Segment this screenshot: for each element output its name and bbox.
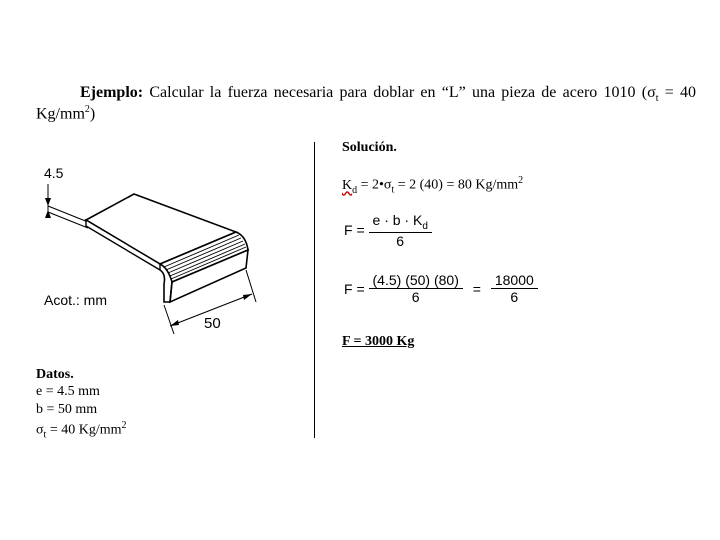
force-substitution — [344, 272, 538, 305]
formula1-fraction — [369, 212, 432, 249]
formula2-denominator1: 6 — [411, 289, 420, 305]
formula1-num-text: e · b · K — [372, 212, 423, 228]
sigma-symbol: σ — [36, 422, 44, 438]
formula1-denominator: 6 — [396, 232, 405, 249]
solution-heading: Solución. — [342, 140, 397, 155]
thickness-arrow-bottom — [45, 210, 51, 218]
formula2-fraction2 — [491, 272, 538, 305]
width-arrow-left — [170, 320, 179, 326]
problem-text-end: = 40 — [658, 84, 697, 101]
formula1-num-sub: d — [422, 220, 428, 232]
stress-sup: 2 — [121, 420, 127, 431]
formula2-equals: = — [472, 280, 481, 297]
example-label: Ejemplo: — [80, 84, 144, 101]
kd-subscript: d — [352, 184, 358, 196]
problem-statement-line2 — [36, 104, 95, 123]
formula2-lhs: F = — [344, 280, 365, 297]
thickness-arrow-top — [45, 198, 51, 206]
kd-superscript: 2 — [518, 175, 524, 186]
unit-text: Kg/mm — [36, 105, 85, 123]
problem-statement-line1 — [80, 84, 696, 104]
units-label: Acot.: mm — [44, 292, 108, 308]
kd-symbol — [342, 177, 358, 196]
formula2-numerator2: 18000 — [491, 272, 538, 289]
width-label: 50 — [204, 315, 221, 332]
final-result: F = 3000 Kg — [342, 334, 415, 349]
width-ext-left — [164, 305, 174, 334]
formula2-numerator1: (4.5) (50) (80) — [369, 272, 463, 289]
formula1-lhs: F = — [344, 222, 365, 239]
closing-paren: ) — [89, 105, 96, 123]
problem-text: Calcular la fuerza necesaria para doblar en “L” una pieza de acero 1010 (σ — [143, 84, 656, 101]
data-thickness: e = 4.5 mm — [36, 384, 100, 399]
sigma-sub: t — [43, 429, 47, 441]
unit-superscript: 2 — [84, 104, 90, 115]
formula2-denominator2: 6 — [510, 289, 519, 305]
data-stress — [36, 420, 127, 440]
force-formula — [344, 212, 432, 249]
column-divider — [314, 142, 315, 438]
formula1-numerator — [369, 212, 432, 233]
data-width: b = 50 mm — [36, 402, 98, 417]
bent-plate-figure — [36, 160, 276, 340]
formula2-fraction1 — [369, 272, 463, 305]
kd-k: K — [342, 177, 353, 193]
kd-sigma-subscript: t — [391, 184, 395, 196]
stress-value: = 40 Kg/mm — [46, 422, 122, 438]
kd-equation — [342, 175, 523, 195]
width-arrow-right — [243, 294, 252, 300]
kd-result: = 2 (40) = 80 Kg/mm — [394, 177, 519, 193]
sigma-subscript: t — [655, 93, 659, 105]
thickness-label: 4.5 — [44, 165, 64, 181]
data-heading: Datos. — [36, 367, 74, 382]
kd-text: = 2•σ — [357, 177, 392, 193]
